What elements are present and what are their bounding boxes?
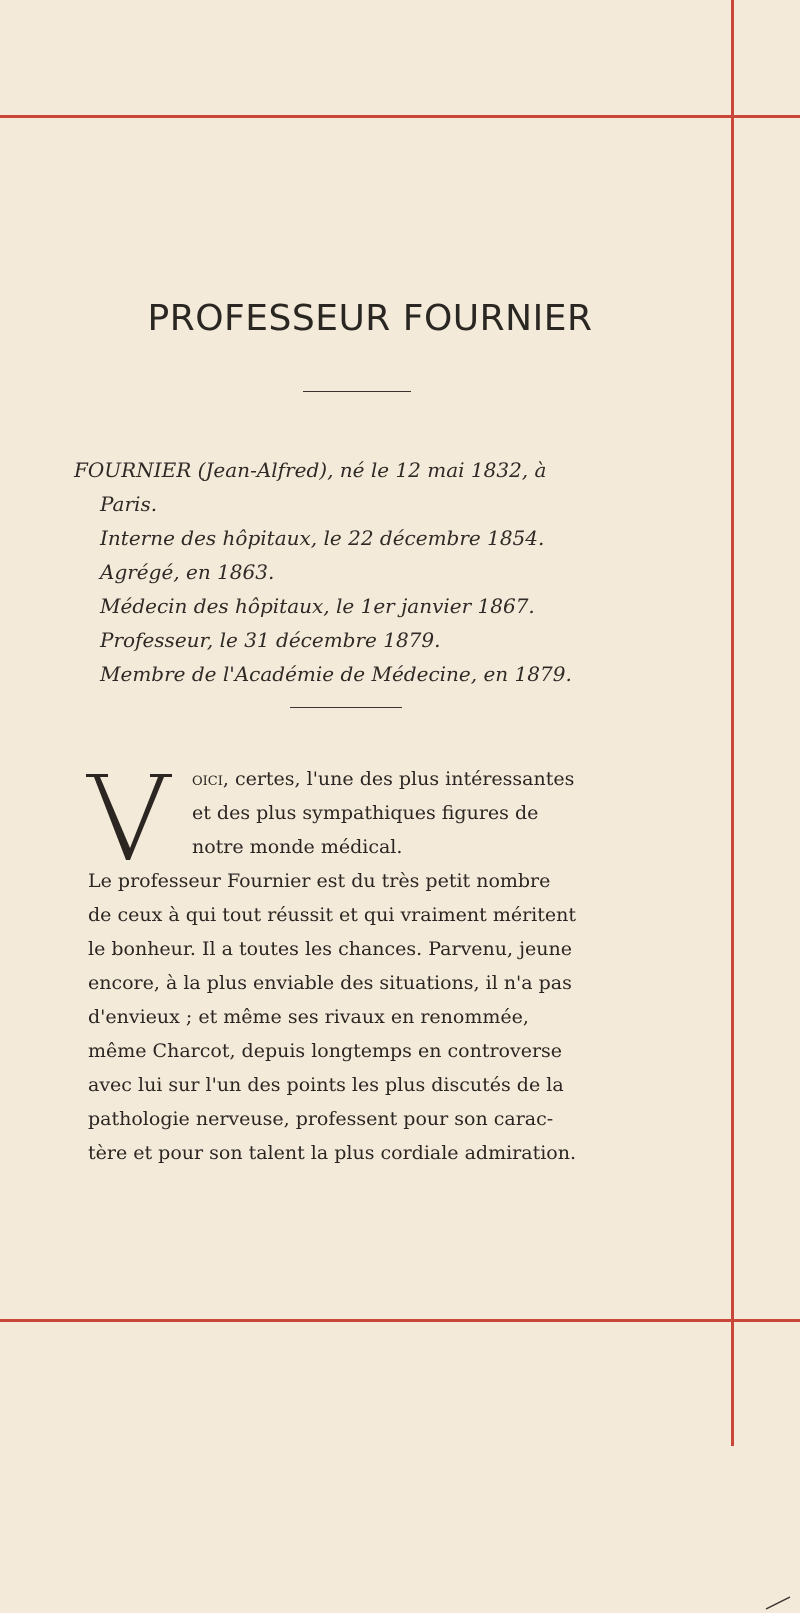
opening-lines bbox=[192, 762, 622, 864]
paragraph-line: et des plus sympathiques figures de bbox=[192, 802, 539, 824]
top-red-rule bbox=[0, 115, 800, 118]
bottom-red-rule bbox=[0, 1319, 800, 1322]
biography-block bbox=[74, 453, 644, 691]
paragraph-line: de ceux à qui tout réussit et qui vraiment méritent bbox=[88, 904, 577, 926]
separator-bottom bbox=[290, 707, 402, 708]
bio-line: Membre de l'Académie de Médecine, en 1879. bbox=[100, 662, 572, 686]
paragraph-line: avec lui sur l'un des points les plus discutés de la bbox=[88, 1074, 564, 1096]
main-paragraph bbox=[88, 864, 618, 1170]
paragraph-line: le bonheur. Il a toutes les chances. Parvenu, jeune bbox=[88, 938, 572, 960]
bio-line: Paris. bbox=[100, 492, 158, 516]
bio-line: Professeur, le 31 décembre 1879. bbox=[100, 628, 441, 652]
pencil-mark-icon bbox=[762, 1593, 796, 1613]
separator-top bbox=[303, 391, 411, 392]
paragraph-line: d'envieux ; et même ses rivaux en renommée, bbox=[88, 1006, 529, 1028]
page-title: PROFESSEUR FOURNIER bbox=[147, 298, 593, 339]
paragraph-line: Le professeur Fournier est du très petit nombre bbox=[88, 870, 551, 892]
paragraph-line: notre monde médical. bbox=[192, 836, 403, 858]
right-red-rule bbox=[731, 0, 734, 1446]
bio-line: FOURNIER (Jean-Alfred), né le 12 mai 1832, à bbox=[74, 458, 547, 482]
paragraph-line: pathologie nerveuse, professent pour son carac- bbox=[88, 1108, 554, 1130]
first-word: oici bbox=[192, 768, 223, 790]
bio-line: Interne des hôpitaux, le 22 décembre 1854. bbox=[100, 526, 545, 550]
paragraph-line: encore, à la plus enviable des situations, il n'a pas bbox=[88, 972, 572, 994]
first-line-rest: , certes, l'une des plus intéressantes bbox=[222, 768, 575, 790]
paragraph-line: tère et pour son talent la plus cordiale admiration. bbox=[88, 1142, 577, 1164]
bio-line: Médecin des hôpitaux, le 1er janvier 1867. bbox=[100, 594, 535, 618]
bio-line: Agrégé, en 1863. bbox=[100, 560, 275, 584]
dropcap-letter bbox=[84, 768, 174, 864]
paragraph-line: même Charcot, depuis longtemps en controverse bbox=[88, 1040, 563, 1062]
